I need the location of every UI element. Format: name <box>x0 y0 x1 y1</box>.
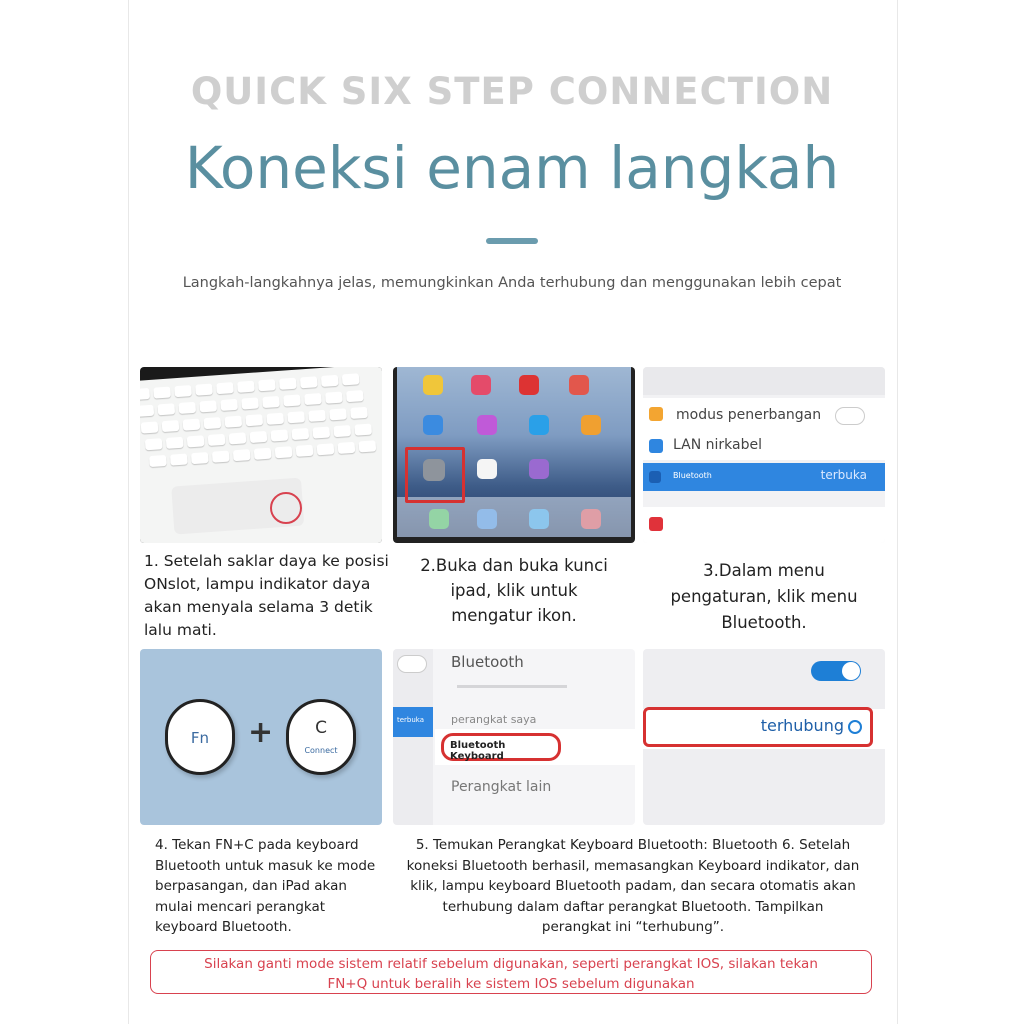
app-icon <box>423 375 443 395</box>
bluetooth-keyboard-highlight <box>441 733 561 761</box>
keyboard-key <box>283 394 301 406</box>
wlan-label: LAN nirkabel <box>673 437 762 453</box>
keyboard-key <box>333 425 351 437</box>
bluetooth-state: terbuka <box>820 468 867 482</box>
step2-ipad-image <box>393 367 635 543</box>
keyboard-key <box>338 442 356 454</box>
other-devices-label: Perangkat lain <box>451 779 552 795</box>
keyboard-key <box>170 453 188 465</box>
app-icon <box>581 415 601 435</box>
keyboard-key <box>291 428 309 440</box>
keyboard-key <box>241 397 259 409</box>
app-icon <box>569 375 589 395</box>
keyboard-key <box>275 446 293 458</box>
app-icon <box>477 415 497 435</box>
keyboard-key <box>359 440 377 452</box>
intro-text: Langkah-langkahnya jelas, memungkinkan Anda terhubung dan menggunakan lebih cepat <box>182 275 842 291</box>
app-icon <box>471 375 491 395</box>
step5-6-caption: 5. Temukan Perangkat Keyboard Bluetooth: Bluetooth 6. Setelah koneksi Bluetooth berhasil, memasangkan Keyboard indikator, dan klik, lampu keyboard Bluetooth padam, dan secara otomatis akan terhubung dalam daftar perangkat Bluetooth. Tampilkan perangkat ini “terhubung”. <box>406 837 860 935</box>
keyboard-key <box>195 384 213 396</box>
keyboard-key <box>157 403 175 415</box>
keyboard-key <box>346 390 364 402</box>
keyboard-key <box>162 420 180 432</box>
connected-highlight <box>643 707 873 747</box>
app-icon <box>477 459 497 479</box>
keyboard-key <box>312 426 330 438</box>
keyboard-key <box>350 407 368 419</box>
keyboard-key <box>233 449 251 461</box>
keyboard-key <box>183 419 201 431</box>
keyboard-key <box>245 414 263 426</box>
bluetooth-toggle-on <box>811 661 861 681</box>
keyboard-key <box>187 435 205 447</box>
app-icon <box>423 415 443 435</box>
keyboard-key <box>191 452 209 464</box>
keyboard-key <box>224 416 242 428</box>
title-underline <box>486 238 538 244</box>
airplane-toggle <box>835 407 865 425</box>
keyboard-key <box>254 448 272 460</box>
connected-status: terhubung <box>760 716 844 735</box>
system-mode-notice: Silakan ganti mode sistem relatif sebelum digunakan, seperti perangkat IOS, silakan tekan FN+Q untuk beralih ke sistem IOS sebelum digunakan <box>150 950 872 994</box>
info-icon <box>848 720 862 734</box>
keyboard-key <box>317 443 335 455</box>
keyboard-key <box>262 396 280 408</box>
bluetooth-header: Bluetooth <box>451 653 524 671</box>
keyboard-key <box>229 432 247 444</box>
keyboard-key <box>174 385 192 397</box>
keyboard-key <box>149 455 167 467</box>
keyboard-key <box>308 410 326 422</box>
c-connect-key: C Connect <box>286 699 356 775</box>
keyboard-key <box>325 392 343 404</box>
bluetooth-keyboard-device: Bluetooth Keyboard <box>450 740 506 762</box>
keyboard-key <box>304 393 322 405</box>
step6-connected-image <box>643 649 885 825</box>
step3-settings-image <box>643 367 885 543</box>
keyboard-key <box>237 381 255 393</box>
settings-icon <box>423 459 445 481</box>
airplane-mode-label: modus penerbangan <box>676 407 822 423</box>
keyboard-key <box>199 400 217 412</box>
step1-keyboard-image <box>140 367 382 543</box>
keyboard-key <box>166 437 184 449</box>
app-icon <box>519 375 539 395</box>
plus-sign: + <box>248 715 274 750</box>
keyboard-key <box>287 411 305 423</box>
keyboard-key <box>145 438 163 450</box>
keyboard-key <box>212 451 230 463</box>
keyboard-key <box>279 378 297 390</box>
keyboard-key <box>140 405 154 417</box>
keyboard-key <box>296 445 314 457</box>
keyboard-key <box>258 379 276 391</box>
step1-caption: 1. Setelah saklar daya ke posisi ONslot, lampu indikator daya akan menyala selama 3 detik lalu mati. <box>144 552 389 639</box>
fn-key: Fn <box>165 699 235 775</box>
power-indicator-highlight <box>270 492 302 524</box>
keyboard-key <box>354 424 372 436</box>
bluetooth-row-label: Bluetooth <box>673 471 712 480</box>
app-icon <box>529 459 549 479</box>
keyboard-key <box>266 413 284 425</box>
app-icon <box>529 415 549 435</box>
keyboard-key <box>204 417 222 429</box>
keyboard-key <box>220 399 238 411</box>
keyboard-key <box>321 375 339 387</box>
keyboard-key <box>342 373 360 385</box>
keyboard-key <box>141 421 159 433</box>
keyboard-key <box>216 382 234 394</box>
keyboard-key <box>300 376 318 388</box>
my-devices-label: perangkat saya <box>451 713 537 726</box>
keyboard-key <box>208 434 226 446</box>
keyboard-key <box>271 429 289 441</box>
bluetooth-row <box>643 463 885 491</box>
step3-caption: 3.Dalam menu pengaturan, klik menu Bluetooth. <box>670 561 858 632</box>
keyboard-key <box>140 388 150 400</box>
step2-caption: 2.Buka dan buka kunci ipad, klik untuk mengatur ikon. <box>420 556 608 625</box>
english-subtitle: QUICK SIX STEP CONNECTION <box>190 70 834 113</box>
step4-caption: 4. Tekan FN+C pada keyboard Bluetooth untuk masuk ke mode berpasangan, dan iPad akan mulai mencari perangkat keyboard Bluetooth. <box>155 837 376 935</box>
keyboard-key <box>250 431 268 443</box>
step5-bluetooth-list-image: terbuka Bluetooth perangkat saya Bluetooth Keyboard Perangkat lain <box>393 649 635 825</box>
step4-fn-c-image <box>140 649 382 825</box>
keyboard-key <box>178 402 196 414</box>
keyboard-key <box>329 408 347 420</box>
keyboard-key <box>153 386 171 398</box>
page-title: Koneksi enam langkah <box>184 134 840 202</box>
